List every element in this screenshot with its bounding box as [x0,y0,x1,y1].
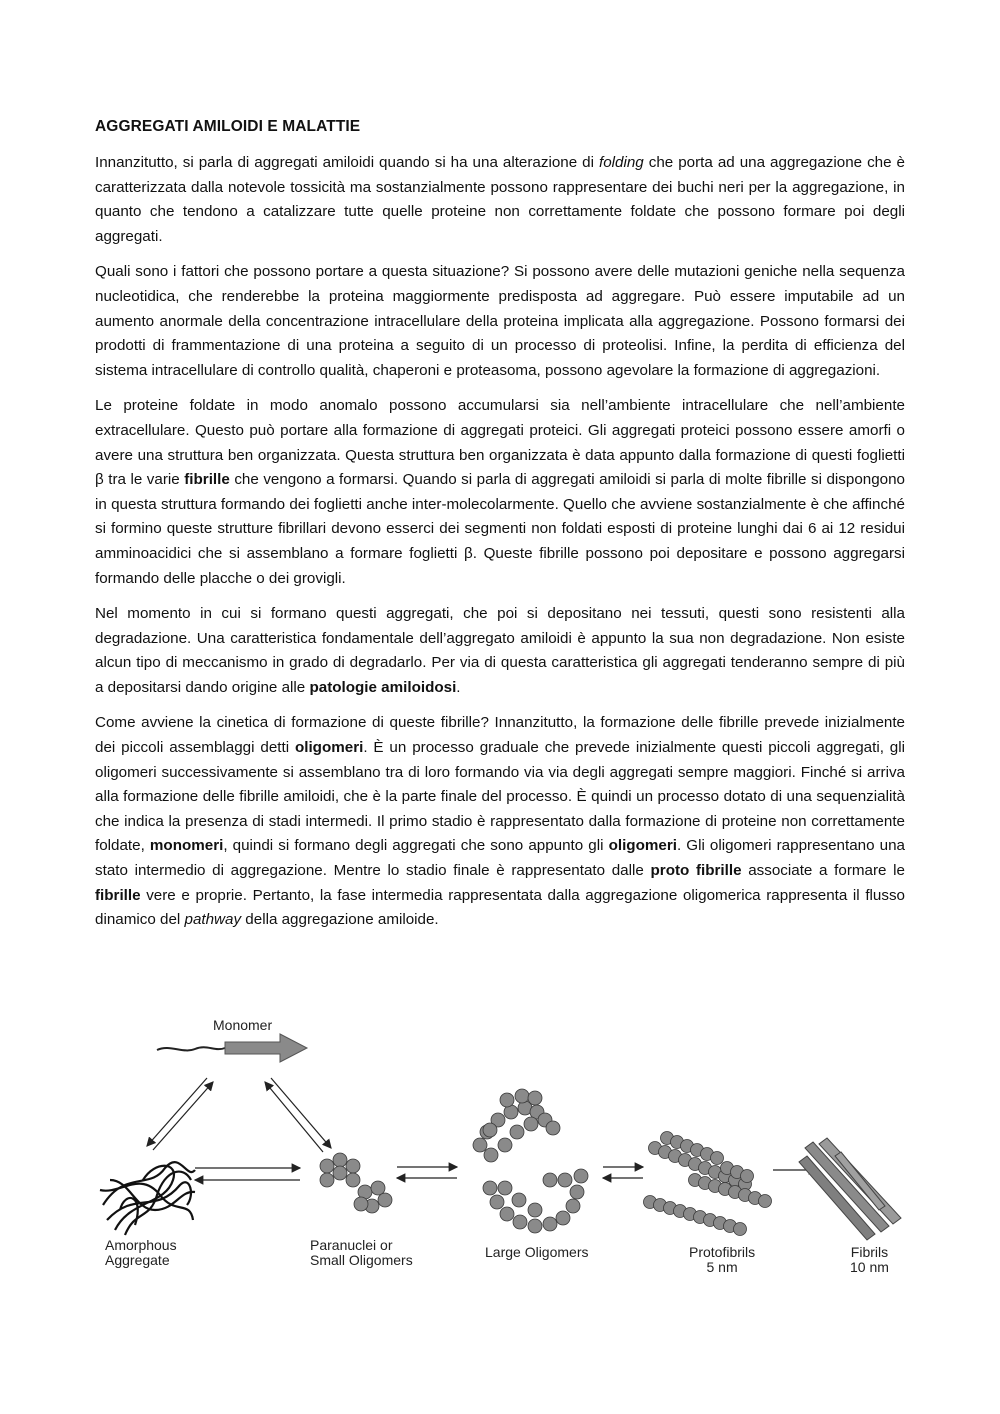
body-paragraph [95,394,905,591]
sphere-unit [500,1207,514,1221]
fibrils-icon [799,1138,901,1240]
fibrils-label: Fibrils 10 nm [850,1244,889,1275]
sphere-unit [543,1217,557,1231]
sphere-unit [346,1159,360,1173]
sphere-unit [498,1181,512,1195]
sphere-unit [570,1185,584,1199]
sphere-unit [543,1173,557,1187]
bold-term: oligomeri [294,739,364,757]
text-run: . [456,678,461,696]
sphere-unit [483,1181,497,1195]
sphere-unit [320,1173,334,1187]
body-paragraph [95,602,905,700]
sphere-unit [524,1117,538,1131]
monomer-amorphous-arrows [147,1078,213,1150]
sphere-unit [566,1199,580,1213]
amyloid-aggregation-figure [95,1017,905,1290]
amorphous-oligomer-arrows [195,1168,300,1180]
bold-term: fibrille [184,471,230,489]
sphere-unit [558,1173,572,1187]
oligomer-protofibril-arrows [603,1167,643,1178]
text-run: Quali sono i fattori che possono portare a questa situazione? Si possono avere delle mutazioni geniche nella sequenza nucleotidica, che renderebbe la proteina maggiormente predisposta ad aggregare. Può essere imputabile ad un aumento anormale della concentrazione intracellulare della proteina implicata alla aggregazione. Possono formarsi dei prodotti di frammentazione di una proteina a seguito di un processo di proteolisi. Infine, la perdita di efficienza del sistema intracellulare di controllo qualità, chaperoni e proteasoma, possono agevolare la formazione di aggregazioni. [95,263,905,379]
text-run: , quindi si formano degli aggregati che sono appunto gli [223,837,609,855]
sphere-unit [490,1195,504,1209]
text-run: Le proteine foldate in modo anomalo possono accumularsi sia nell’ambiente intracellulare che nell’ambiente extracellulare. Questo può portare alla formazione di aggregati proteici. Gli aggregati proteici possono essere amorfi o avere una struttura ben organizzata. Questa struttura ben organizzata è data appunto dalla formazione di questi foglietti β tra le varie [95,397,905,489]
protofibrils-label: Protofibrils 5 nm [689,1244,756,1275]
sphere-unit [498,1138,512,1152]
sphere-unit [378,1193,392,1207]
body-paragraph [95,711,905,932]
oligomer-spheres [320,1089,772,1236]
text-run: vere e proprie. Pertanto, la fase intermedia rappresentata dalla aggregazione oligomerica rappresenta il flusso dinamico del [95,886,905,929]
sphere-unit [711,1152,724,1165]
body-paragraph [95,260,905,383]
sphere-unit [333,1153,347,1167]
large-oligomers-label: Large Oligomers [485,1244,589,1260]
sphere-unit [513,1215,527,1229]
sphere-unit [473,1138,487,1152]
sphere-unit [734,1223,747,1236]
sphere-unit [371,1181,385,1195]
text-run: della aggregazione amiloide. [241,911,439,929]
sphere-unit [528,1219,542,1233]
sphere-unit [483,1123,497,1137]
monomer-label: Monomer [213,1017,273,1033]
sphere-unit [574,1169,588,1183]
text-run: . Gli oligomeri rappresentano una stato intermedio di aggregazione. Mentre lo stadio finale è rappresentato dalle [95,837,905,880]
bold-term: proto fibrille [650,862,742,880]
sphere-unit [320,1159,334,1173]
sphere-unit [510,1125,524,1139]
sphere-unit [528,1091,542,1105]
text-run: che vengono a formarsi. Quando si parla di aggregati amiloidi si parla di molte fibrille si dispongono in questa struttura formando dei foglietti anche inter-molecolarmente. Quello che avviene sostanzialmente è che affinché si formino queste strutture fibrillari devono esserci dei segmenti non foldati esposti di proteine lunghi dai 6 ai 12 residui amminoacidici che si assemblano a formare foglietti β. Queste fibrille possono poi depositare e possono aggregarsi formando delle placche o dei grovigli. [95,471,905,587]
sphere-unit [346,1173,360,1187]
sphere-unit [528,1203,542,1217]
sphere-unit [741,1170,754,1183]
text-run: che porta ad una aggregazione che è caratterizzata dalla notevole tossicità ma sostanzialmente possono rappresentare dei buchi neri per la aggregazione, in quanto che tendono a catalizzare tutte quelle proteine non correttamente foldate che possono formare poi degli aggregati. [95,154,905,245]
document-page [95,118,905,944]
bold-term: oligomeri [608,837,677,855]
sphere-unit [556,1211,570,1225]
sphere-unit [512,1193,526,1207]
small-oligomers-label: Paranuclei or Small Oligomers [310,1237,413,1268]
sphere-unit [515,1089,529,1103]
sphere-unit [546,1121,560,1135]
body-paragraph [95,151,905,249]
document-body [95,151,905,933]
text-run: Nel momento in cui si formano questi aggregati, che poi si depositano nei tessuti, questi sono resistenti alla degradazione. Una caratteristica fondamentale dell’aggregato amiloidi è appunto la sua non degradazione. Non esiste alcun tipo di meccanismo in grado di degradarlo. Per via di questa caratteristica gli aggregati tenderanno sempre di più a depositarsi dando origine alle [95,605,905,696]
bold-term: fibrille [95,886,141,904]
monomer-icon [157,1034,307,1062]
document-title: AGGREGATI AMILOIDI E MALATTIE [95,118,361,135]
sphere-unit [500,1093,514,1107]
text-run: Come avviene la cinetica di formazione di queste fibrille? Innanzitutto, la formazione delle fibrille prevede inizialmente dei piccoli assemblaggi detti [95,714,905,757]
italic-term: folding [599,154,644,171]
text-run: associate a formare le [741,862,905,880]
amorphous-aggregate-icon [100,1162,195,1235]
bold-term: patologie amiloidosi [309,678,457,696]
sphere-unit [759,1195,772,1208]
amorphous-aggregate-label: Amorphous Aggregate [105,1237,177,1268]
sphere-unit [484,1148,498,1162]
sphere-unit [354,1197,368,1211]
small-large-oligomer-arrows [397,1167,457,1178]
text-run: . È un processo graduale che prevede inizialmente questi piccoli aggregati, gli oligomeri successivamente si assemblano tra di loro formando via via degli aggregati sempre maggiori. Finché si arriva alla formazione delle fibrille amiloidi, che è la parte finale del processo. È quindi un processo dotato di una sequenzialità che indica la presenza di stadi intermedi. Il primo stadio è rappresentato dalla formazione di proteine non correttamente foldate, [95,739,906,855]
sphere-unit [333,1166,347,1180]
bold-term: monomeri [149,837,224,855]
monomer-oligomer-arrows [265,1078,331,1152]
italic-term: pathway [184,911,242,929]
text-run: Innanzitutto, si parla di aggregati amiloidi quando si ha una alterazione di [95,154,599,171]
